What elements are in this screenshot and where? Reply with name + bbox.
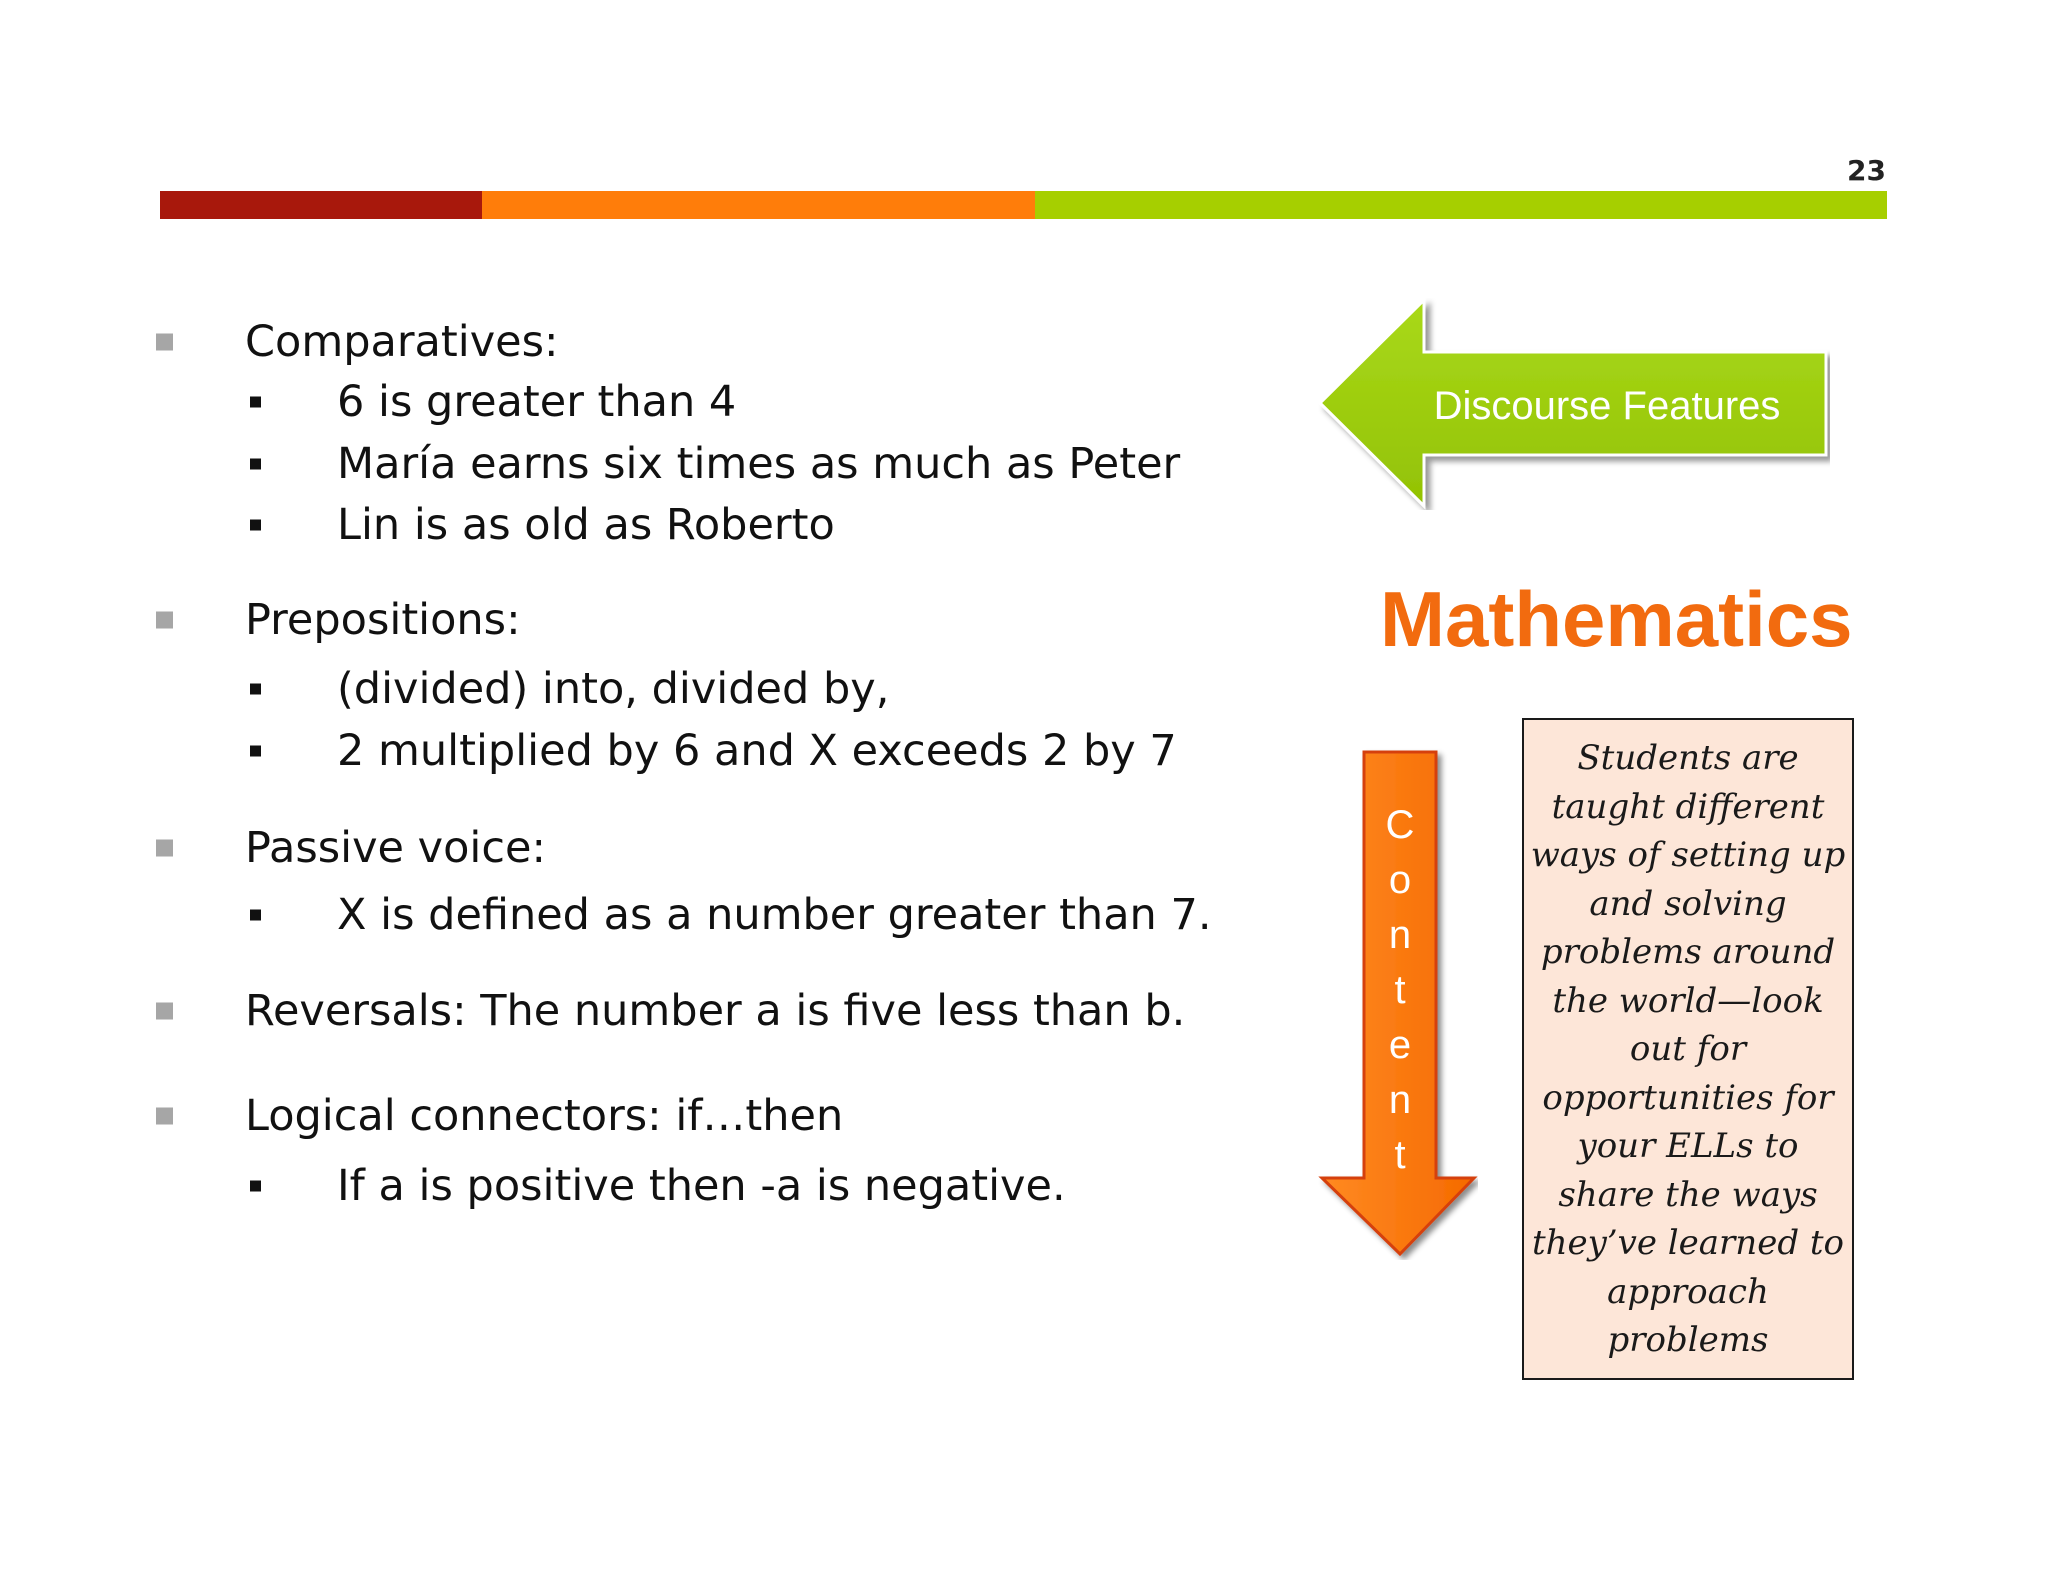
content-letter: t bbox=[1394, 1133, 1406, 1177]
content-letter: n bbox=[1388, 913, 1412, 957]
note-line: share the ways bbox=[1558, 1174, 1818, 1215]
bullet-passive-voice: Passive voice: bbox=[245, 823, 546, 873]
content-letter: t bbox=[1394, 968, 1406, 1012]
note-line: taught different bbox=[1551, 786, 1825, 827]
content-letter: e bbox=[1388, 1023, 1412, 1067]
note-line: problems around bbox=[1540, 932, 1836, 972]
sub-bullet: María earns six times as much as Peter bbox=[337, 439, 1181, 489]
sub-bullet: 2 multiplied by 6 and X exceeds 2 by 7 bbox=[337, 726, 1177, 776]
page-number: 23 bbox=[1847, 154, 1886, 187]
content-vertical-label bbox=[1360, 798, 1440, 1183]
note-line: ways of setting up bbox=[1530, 835, 1846, 875]
bullet-logical-connectors: Logical connectors: if…then bbox=[245, 1091, 844, 1141]
note-line: opportunities for bbox=[1542, 1077, 1834, 1118]
note-line: Students are bbox=[1577, 738, 1799, 778]
subject-title: Mathematics bbox=[1380, 575, 1853, 663]
bullet-reversals: Reversals: The number a is five less than b. bbox=[245, 986, 1186, 1036]
sub-bullet: If a is positive then -a is negative. bbox=[337, 1161, 1066, 1211]
content-letter: n bbox=[1388, 1078, 1412, 1122]
bullet-prepositions: Prepositions: bbox=[245, 595, 521, 645]
content-letter: C bbox=[1385, 803, 1415, 847]
note-line: and solving bbox=[1589, 883, 1787, 924]
bullet-comparatives: Comparatives: bbox=[245, 317, 559, 367]
content-letter: o bbox=[1388, 858, 1412, 902]
note-line: out for bbox=[1629, 1029, 1747, 1069]
note-line: your ELLs to bbox=[1577, 1126, 1799, 1166]
sub-bullet: (divided) into, divided by, bbox=[337, 664, 890, 714]
note-box bbox=[1522, 718, 1854, 1380]
sub-bullet: X is defined as a number greater than 7. bbox=[337, 890, 1212, 940]
sub-bullet: 6 is greater than 4 bbox=[337, 377, 737, 427]
note-line: the world—look bbox=[1552, 980, 1824, 1021]
discourse-features-label: Discourse Features bbox=[1433, 383, 1781, 428]
note-line: approach bbox=[1607, 1271, 1769, 1312]
sub-bullet: Lin is as old as Roberto bbox=[337, 500, 835, 550]
note-line: problems bbox=[1607, 1320, 1769, 1360]
note-line: they’ve learned to bbox=[1531, 1223, 1845, 1263]
